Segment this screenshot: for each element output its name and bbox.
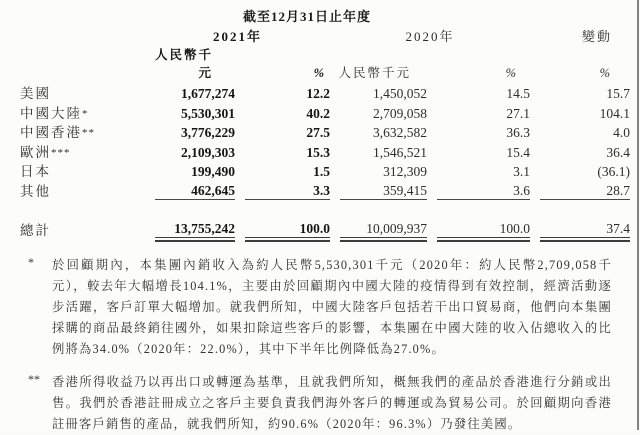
amount-2021-cell: 2,109,303 xyxy=(181,144,235,160)
footnote-text: 於回顧期內，本集團內銷收入為約人民幣5,530,301千元（2020年：約人民幣2,709,058千元），較去年大幅增長104.1%，主要由於回顧期內中國大陸的疫情得到有效控制，經濟活動逐步活躍，客戶訂單大幅增加。就我們所知，中國大陸客戶包括若干出口貿易商，他們向本集團採購的商品最終銷往國外，如果扣除這些客戶的影響，本集團在中國大陸的收入佔總收入的比例將為34.0%（2020年：22.0%），其中下半年比例降低為27.0%。 xyxy=(52,258,612,356)
region-label: 其他 xyxy=(20,183,51,199)
footnotes xyxy=(0,255,640,435)
scan-border-edge xyxy=(637,0,639,430)
amount-2021-cell: 1,677,274 xyxy=(181,86,235,101)
table-row-mainland-china xyxy=(20,104,640,124)
footnote-marker: * xyxy=(82,107,89,120)
change-pct-cell: (36.1) xyxy=(597,164,630,179)
amount-2021-cell: 5,530,301 xyxy=(181,105,235,121)
region-label: 中國大陸* xyxy=(20,105,89,121)
column-group-change: 變動 xyxy=(581,29,612,44)
pct-2021-cell: 15.3 xyxy=(306,144,330,160)
amount-2021-cell: 199,490 xyxy=(191,164,235,179)
change-pct-cell: 28.7 xyxy=(540,182,630,200)
change-pct-cell: 104.1 xyxy=(599,105,630,121)
pct-2020-cell: 3.6 xyxy=(437,182,530,200)
pct-2021-cell: 12.2 xyxy=(306,86,330,101)
pct-2021-cell: 3.3 xyxy=(245,182,330,200)
pct-2021-cell: 1.5 xyxy=(313,164,330,179)
amount-2020-cell: 2,709,058 xyxy=(373,105,427,121)
pct-2020-cell: 36.3 xyxy=(506,125,530,140)
amount-2021-cell: 462,645 xyxy=(155,182,235,200)
table-row-japan xyxy=(20,162,640,182)
subheader-pct-change: % xyxy=(599,66,610,80)
footnote-text: 香港所得收益乃以再出口或轉運為基準，且就我們所知，概無我們的產品於香港進行分銷或出售。我們於香港註冊成立之客戶主要負責我們海外客戶的轉運或為貿易公司。於回顧期向香港註冊客戶銷售的產品，就我們所知，約90.6%（2020年：96.3%）乃發往美國。 xyxy=(52,375,612,431)
table-row-others xyxy=(20,182,640,202)
total-pct-2020-cell: 100.0 xyxy=(437,221,530,238)
total-amount-2020-cell: 10,009,937 xyxy=(340,221,427,238)
subheader-pct-2020: % xyxy=(505,66,516,80)
table-period-header-row xyxy=(20,6,640,26)
pct-2021-cell: 40.2 xyxy=(306,105,330,121)
total-amount-2021-cell: 13,755,242 xyxy=(155,221,235,238)
table-year-header-row xyxy=(20,26,640,45)
amount-2020-cell: 1,450,052 xyxy=(373,86,427,101)
table-row-europe xyxy=(20,143,640,163)
total-change-pct-cell: 37.4 xyxy=(540,221,630,238)
region-label: 中國香港** xyxy=(20,125,95,140)
subheader-rmb-2020: 人民幣千元 xyxy=(338,66,411,80)
table-row-usa xyxy=(20,84,640,104)
amount-2021-cell: 3,776,229 xyxy=(181,125,235,140)
pct-2021-cell: 27.5 xyxy=(306,125,330,140)
footnote-mainland-china xyxy=(28,255,640,360)
footnote-hong-kong xyxy=(28,372,640,435)
pct-2020-cell: 27.1 xyxy=(506,105,530,121)
footnote-marker: ** xyxy=(28,372,40,386)
subheader-rmb-2021: 人民幣千元 xyxy=(154,48,213,80)
table-subheader-row xyxy=(20,45,640,80)
column-group-2021: 2021年 xyxy=(212,29,262,44)
region-label: 美國 xyxy=(20,86,51,101)
total-label: 總計 xyxy=(20,223,51,238)
footnote-marker: ** xyxy=(82,127,95,139)
change-pct-cell: 4.0 xyxy=(613,125,630,140)
region-label: 日本 xyxy=(20,164,51,179)
amount-2020-cell: 359,415 xyxy=(340,182,427,200)
footnote-marker: *** xyxy=(51,146,71,159)
period-title: 截至12月31日止年度 xyxy=(243,9,372,24)
total-pct-2021-cell: 100.0 xyxy=(245,221,330,238)
amount-2020-cell: 312,309 xyxy=(383,164,427,179)
subheader-pct-2021: % xyxy=(313,66,324,80)
table-row-hong-kong xyxy=(20,123,640,143)
region-label: 歐洲*** xyxy=(20,144,71,160)
amount-2020-cell: 1,546,521 xyxy=(373,144,427,160)
change-pct-cell: 15.7 xyxy=(606,86,630,101)
change-pct-cell: 36.4 xyxy=(606,144,630,160)
pct-2020-cell: 14.5 xyxy=(506,86,530,101)
pct-2020-cell: 3.1 xyxy=(513,164,530,179)
column-group-2020: 2020年 xyxy=(405,29,455,44)
footnote-marker: * xyxy=(28,255,34,269)
amount-2020-cell: 3,632,582 xyxy=(373,125,427,140)
pct-2020-cell: 15.4 xyxy=(506,144,530,160)
table-row-total xyxy=(20,221,640,241)
